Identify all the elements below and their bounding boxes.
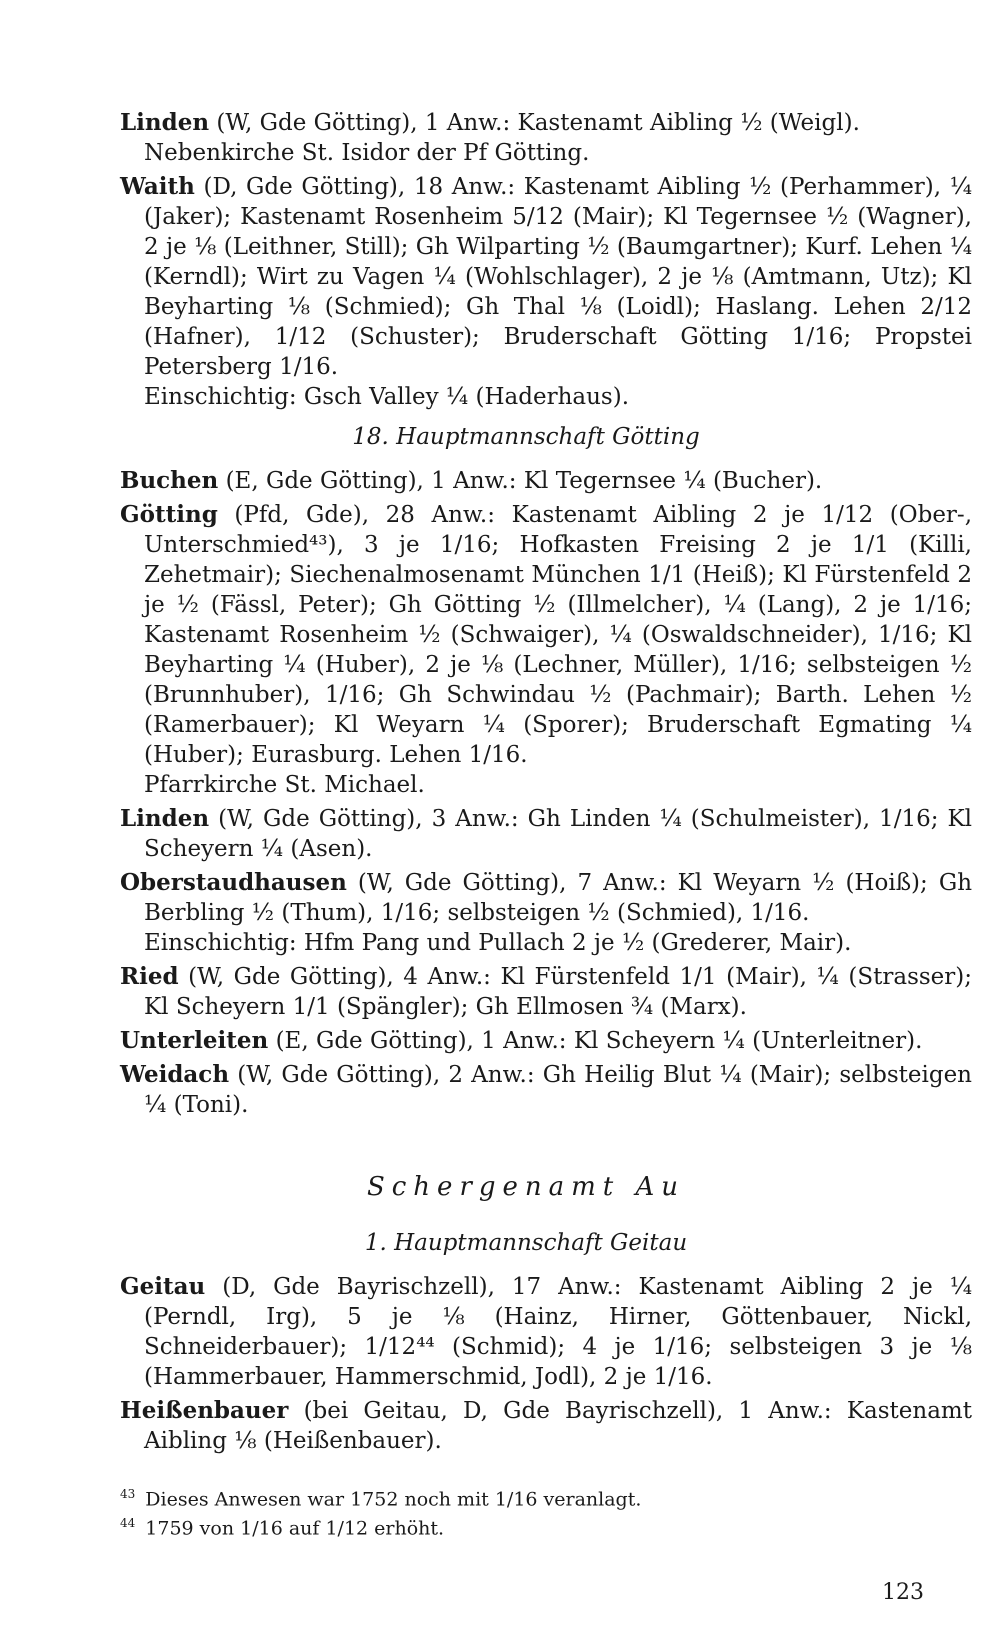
place-entry (120, 962, 972, 1022)
place-entry (120, 868, 972, 958)
place-name: Waith (120, 173, 195, 200)
place-entry (120, 804, 972, 864)
place-name: Weidach (120, 1061, 230, 1088)
page-number: 123 (882, 1580, 924, 1605)
place-text: (E, Gde Götting), 1 Anw.: Kl Tegernsee ¼ (Bucher). (225, 468, 823, 494)
footnote-text: 1759 von 1/16 auf 1/12 erhöht. (145, 1517, 445, 1540)
place-entry (120, 466, 972, 496)
amt-heading: Schergenamt Au (366, 1172, 686, 1202)
place-text: (W, Gde Götting), 4 Anw.: Kl Fürstenfeld 1/1 (Mair), ¼ (Strasser); Kl Scheyern 1/1 (Spängler); Gh Ellmosen ¾ (Marx). (144, 964, 973, 1020)
place-name: Götting (120, 501, 218, 528)
place-subnote: Nebenkirche St. Isidor der Pf Götting. (144, 140, 590, 166)
place-subnote: Einschichtig: Gsch Valley ¼ (Haderhaus). (144, 384, 630, 410)
footnote (120, 1482, 972, 1511)
footnote-mark: 43 (120, 1487, 136, 1501)
place-text: (W, Gde Götting), 7 Anw.: Kl Weyarn ½ (Hoiß); Gh Berbling ½ (Thum), 1/16; selbsteigen ½ (Schmied), 1/16. (144, 870, 973, 926)
place-text: (Pfd, Gde), 28 Anw.: Kastenamt Aibling 2 je 1/12 (Ober-, Unterschmied⁴³), 3 je 1/16; Hofkasten Freising 2 je 1/1 (Killi, Zehetmair); Siechenalmosenamt München 1/1 (Heiß); Kl Fürstenfeld 2 je ½ (Fässl, Peter); Gh Götting ½ (Illmelcher), ¼ (Lang), 2 je 1/16; Kastenamt Rosenheim ½ (Schwaiger), ¼ (Oswaldschneider), 1/16; Kl Beyharting ¼ (Huber), 2 je ⅛ (Lechner, Müller), 1/16; selbsteigen ½ (Brunnhuber), 1/16; Gh Schwindau ½ (Pachmair); Barth. Lehen ½ (Ramerbauer); Kl Weyarn ¼ (Sporer); Bruderschaft Egmating ¼ (Huber); Eurasburg. Lehen 1/16. (144, 502, 973, 768)
place-name: Ried (120, 963, 179, 990)
footnotes (120, 1482, 972, 1541)
place-text: (W, Gde Götting), 1 Anw.: Kastenamt Aibling ½ (Weigl). (216, 110, 860, 136)
place-entry (120, 1060, 972, 1120)
place-entry (120, 1272, 972, 1392)
place-text: (D, Gde Bayrischzell), 17 Anw.: Kastenamt Aibling 2 je ¼ (Perndl, Irg), 5 je ⅛ (Hainz, Hirner, Göttenbauer, Nickl, Schneiderbauer); 1/12⁴⁴ (Schmid); 4 je 1/16; selbsteigen 3 je ⅛ (Hammerbauer, Hammerschmid, Jodl), 2 je 1/16. (144, 1274, 972, 1390)
place-text: (D, Gde Götting), 18 Anw.: Kastenamt Aibling ½ (Perhammer), ¼ (Jaker); Kastenamt Rosenheim 5/12 (Mair); Kl Tegernsee ½ (Wagner), 2 je ⅛ (Leithner, Still); Gh Wilparting ½ (Baumgartner); Kurf. Lehen ¼ (Kerndl); Wirt zu Vagen ¼ (Wohlschlager), 2 je ⅛ (Amtmann, Utz); Kl Beyharting ⅛ (Schmied); Gh Thal ⅛ (Loidl); Haslang. Lehen 2/12 (Hafner), 1/12 (Schuster); Bruderschaft Götting 1/16; Propstei Petersberg 1/16. (144, 174, 973, 380)
footnote-mark: 44 (120, 1516, 136, 1531)
place-subnote: Pfarrkirche St. Michael. (144, 772, 425, 798)
footnote (120, 1511, 972, 1540)
place-name: Buchen (120, 467, 219, 494)
place-name: Unterleiten (120, 1027, 269, 1054)
section-heading-goetting: 18. Hauptmannschaft Götting (352, 424, 700, 450)
place-text: (W, Gde Götting), 2 Anw.: Gh Heilig Blut ¼ (Mair); selbsteigen ¼ (Toni). (144, 1062, 972, 1118)
place-text: (E, Gde Götting), 1 Anw.: Kl Scheyern ¼ (Unterleitner). (275, 1028, 923, 1054)
place-entry (120, 500, 972, 800)
place-name: Heißenbauer (120, 1397, 289, 1424)
place-entry (120, 1396, 972, 1456)
place-text: (W, Gde Götting), 3 Anw.: Gh Linden ¼ (Schulmeister), 1/16; Kl Scheyern ¼ (Asen). (144, 806, 972, 862)
place-name: Oberstaudhausen (120, 869, 347, 896)
place-text: (bei Geitau, D, Gde Bayrischzell), 1 Anw.: Kastenamt Aibling ⅛ (Heißenbauer). (144, 1398, 972, 1454)
place-entry (120, 108, 972, 168)
place-entry (120, 172, 972, 412)
footnote-text: Dieses Anwesen war 1752 noch mit 1/16 veranlagt. (145, 1488, 642, 1511)
entries-section-c (120, 1272, 972, 1456)
place-entry (120, 1026, 972, 1056)
place-name: Linden (120, 805, 210, 832)
entries-section-b (120, 466, 972, 1120)
place-name: Geitau (120, 1273, 206, 1300)
place-subnote: Einschichtig: Hfm Pang und Pullach 2 je ½ (Grederer, Mair). (144, 930, 852, 956)
section-heading-geitau: 1. Hauptmannschaft Geitau (364, 1230, 688, 1256)
entries-section-a (120, 108, 972, 412)
place-name: Linden (120, 109, 210, 136)
